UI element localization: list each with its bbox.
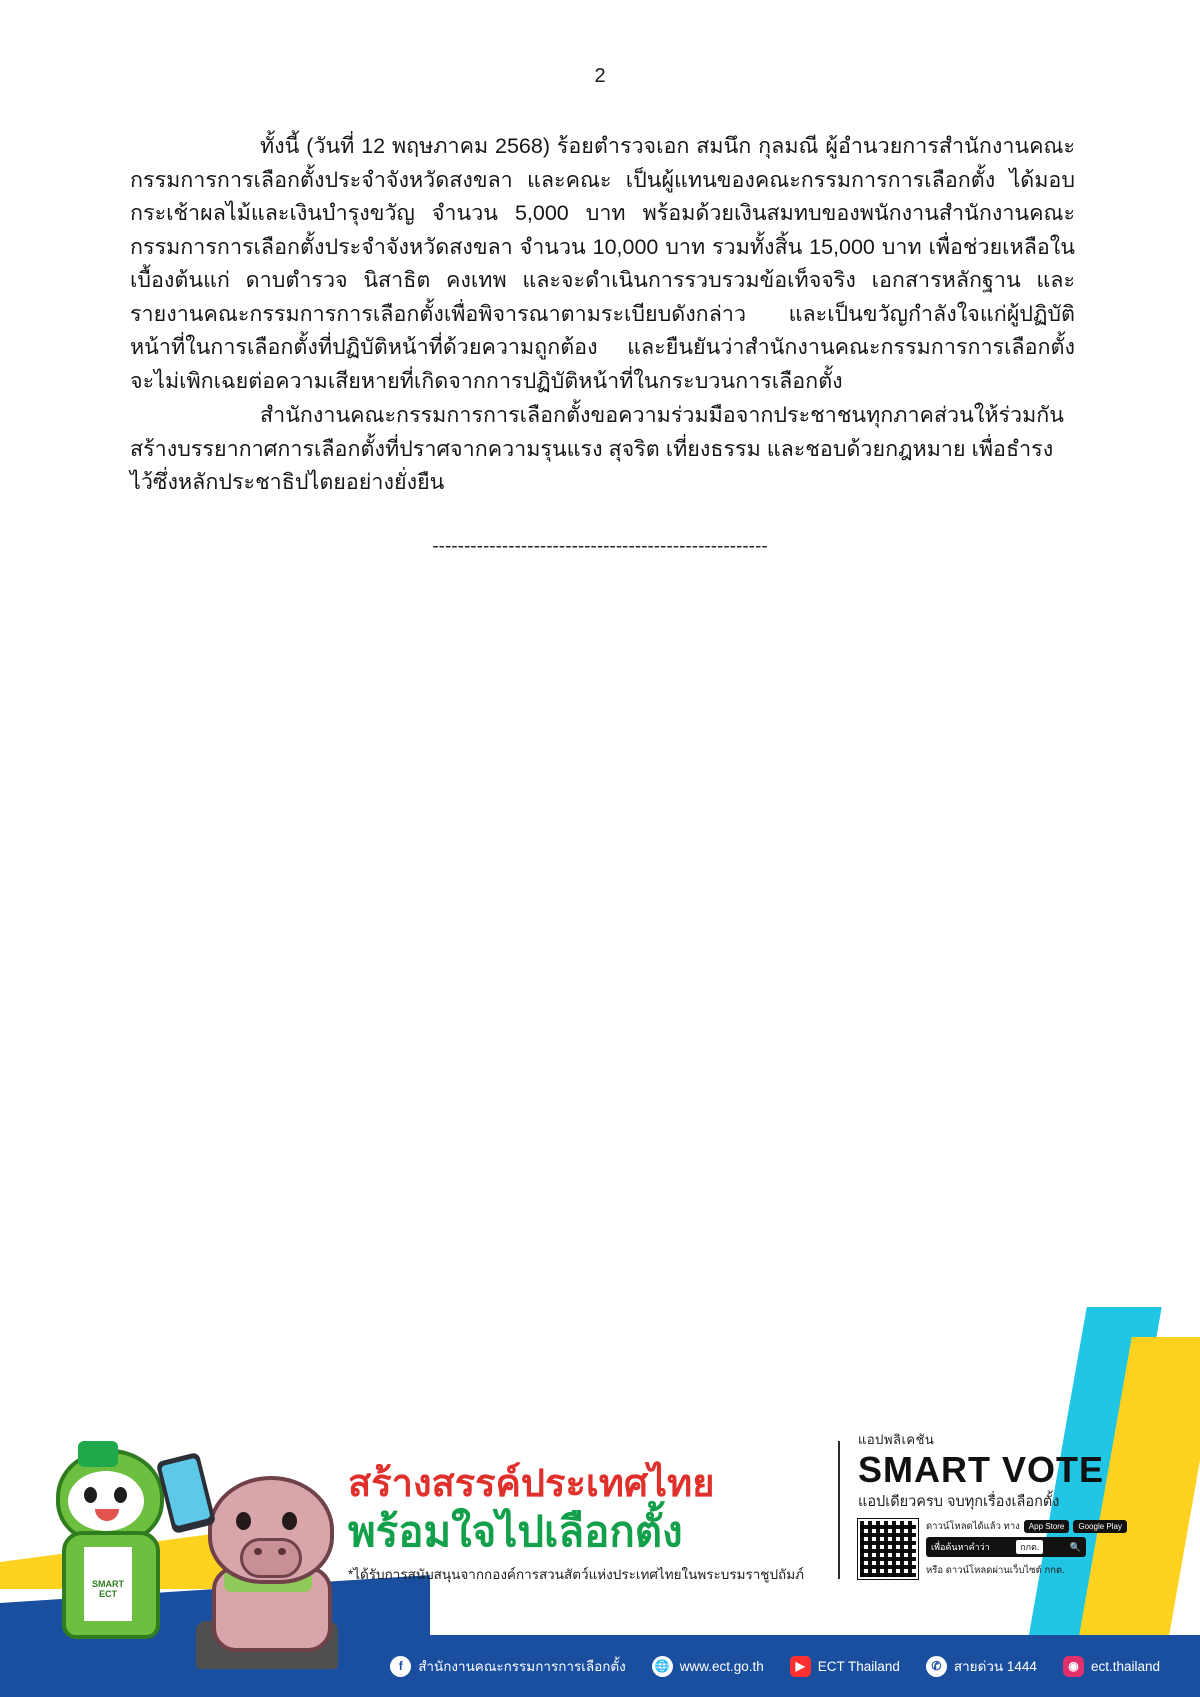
smart-vote-block bbox=[858, 1429, 1138, 1579]
phone-icon: ✆ bbox=[926, 1656, 947, 1677]
contact-hotline[interactable] bbox=[926, 1655, 1037, 1677]
contact-website[interactable] bbox=[652, 1656, 764, 1677]
google-play-badge[interactable]: Google Play bbox=[1073, 1520, 1127, 1533]
slogan-line-1: สร้างสรรค์ประเทศไทย bbox=[348, 1463, 715, 1505]
qr-code-icon[interactable] bbox=[858, 1519, 918, 1579]
contact-instagram[interactable] bbox=[1063, 1656, 1160, 1677]
contact-youtube[interactable] bbox=[790, 1656, 900, 1677]
search-hint-box[interactable] bbox=[926, 1537, 1086, 1557]
slogan-footnote: *ได้รับการสนับสนุนจากกองค์การสวนสัตว์แห่งประเทศไทยในพระบรมราชูปถัมภ์ bbox=[348, 1567, 805, 1582]
hippo-eye-right bbox=[282, 1512, 297, 1530]
section-divider: ----------------------------------------------------- bbox=[432, 536, 768, 557]
mascot-smart-ect bbox=[38, 1439, 173, 1639]
contact-facebook-label: สำนักงานคณะกรรมการการเลือกตั้ง bbox=[418, 1659, 626, 1674]
slogan-line-2: พร้อมใจไปเลือกตั้ง bbox=[348, 1508, 683, 1555]
search-label: เพื่อค้นหาคำว่า bbox=[931, 1542, 990, 1552]
hippo-nostril-right bbox=[278, 1548, 286, 1555]
search-icon: 🔍 bbox=[1069, 1541, 1081, 1552]
hippo-nostril-left bbox=[254, 1548, 262, 1555]
mascot-vest-label: SMART ECT bbox=[92, 1579, 124, 1599]
search-keyword: กกต. bbox=[1016, 1540, 1043, 1554]
download-label: ดาวน์โหลดได้แล้ว ทาง bbox=[926, 1521, 1020, 1532]
smart-vote-title: SMART VOTE bbox=[858, 1449, 1105, 1490]
instagram-icon: ◉ bbox=[1063, 1656, 1084, 1677]
smart-vote-subtitle: แอปเดียวครบ จบทุกเรื่องเลือกตั้ง bbox=[858, 1494, 1060, 1510]
document-body bbox=[130, 130, 1075, 500]
footer-banner bbox=[0, 1397, 1200, 1697]
hippo-snout bbox=[240, 1538, 302, 1578]
banner-vertical-divider bbox=[838, 1441, 840, 1579]
contact-bar bbox=[0, 1635, 1200, 1697]
contact-youtube-label: ECT Thailand bbox=[817, 1658, 900, 1674]
smart-vote-eyebrow: แอปพลิเคชัน bbox=[858, 1432, 935, 1447]
smart-vote-download-row bbox=[858, 1519, 1138, 1579]
mascot-face bbox=[68, 1471, 144, 1531]
mascot-eye-left bbox=[84, 1487, 97, 1503]
download-line bbox=[926, 1519, 1127, 1534]
app-store-badge[interactable]: App Store bbox=[1024, 1520, 1070, 1533]
page-number: 2 bbox=[594, 65, 606, 87]
contact-instagram-label: ect.thailand bbox=[1090, 1658, 1160, 1674]
hippo-eye-left bbox=[236, 1512, 251, 1530]
contact-hotline-label: สายด่วน 1444 bbox=[953, 1659, 1037, 1674]
contact-facebook[interactable] bbox=[390, 1655, 626, 1677]
store-links bbox=[926, 1519, 1127, 1578]
paragraph-2: สำนักงานคณะกรรมการการเลือกตั้งขอความร่วมมือจากประชาชนทุกภาคส่วนให้ร่วมกันสร้างบรรยากาศการเลือกตั้งที่ปราศจากความรุนแรง สุจริต เที่ยงธรรม และชอบด้วยกฎหมาย เพื่อธำรงไว้ซึ่งหลักประชาธิปไตยอย่างยั่งยืน bbox=[130, 403, 1064, 494]
banner-slogan bbox=[348, 1461, 818, 1585]
youtube-icon: ▶ bbox=[790, 1656, 811, 1677]
phone-screen bbox=[161, 1458, 211, 1527]
mascot-cap-badge bbox=[78, 1441, 118, 1467]
contact-website-label: www.ect.go.th bbox=[679, 1658, 764, 1674]
mascot-eye-right bbox=[114, 1487, 127, 1503]
globe-icon: 🌐 bbox=[652, 1656, 673, 1677]
paragraph-1: ทั้งนี้ (วันที่ 12 พฤษภาคม 2568) ร้อยตำรวจเอก สมนึก กุลมณี ผู้อำนวยการสำนักงานคณะกรรมการการเลือกตั้งประจำจังหวัดสงขลา และคณะ เป็นผู้แทนของคณะกรรมการการเลือกตั้ง ได้มอบกระเช้าผลไม้และเงินบำรุงขวัญ จำนวน 5,000 บาท พร้อมด้วยเงินสมทบของพนักงานสำนักงานคณะกรรมการการเลือกตั้งประจำจังหวัดสงขลา จำนวน 10,000 บาท รวมทั้งสิ้น 15,000 บาท เพื่อช่วยเหลือในเบื้องต้นแก่ ดาบตำรวจ นิสาธิต คงเทพ และจะดำเนินการรวบรวมข้อเท็จจริง เอกสารหลักฐาน และรายงานคณะกรรมการการเลือกตั้งเพื่อพิจารณาตามระเบียบดังกล่าว และเป็นขวัญกำลังใจแก่ผู้ปฏิบัติหน้าที่ในการเลือกตั้งที่ปฏิบัติหน้าที่ด้วยความถูกต้อง และยืนยันว่าสำนักงานคณะกรรมการการเลือกตั้งจะไม่เพิกเฉยต่อความเสียหายที่เกิดจากการปฏิบัติหน้าที่ในกระบวนการเลือกตั้ง bbox=[130, 134, 1075, 393]
facebook-icon: f bbox=[390, 1656, 411, 1677]
smart-vote-footnote: หรือ ดาวน์โหลดผ่านเว็บไซต์ กกต. bbox=[926, 1565, 1065, 1576]
